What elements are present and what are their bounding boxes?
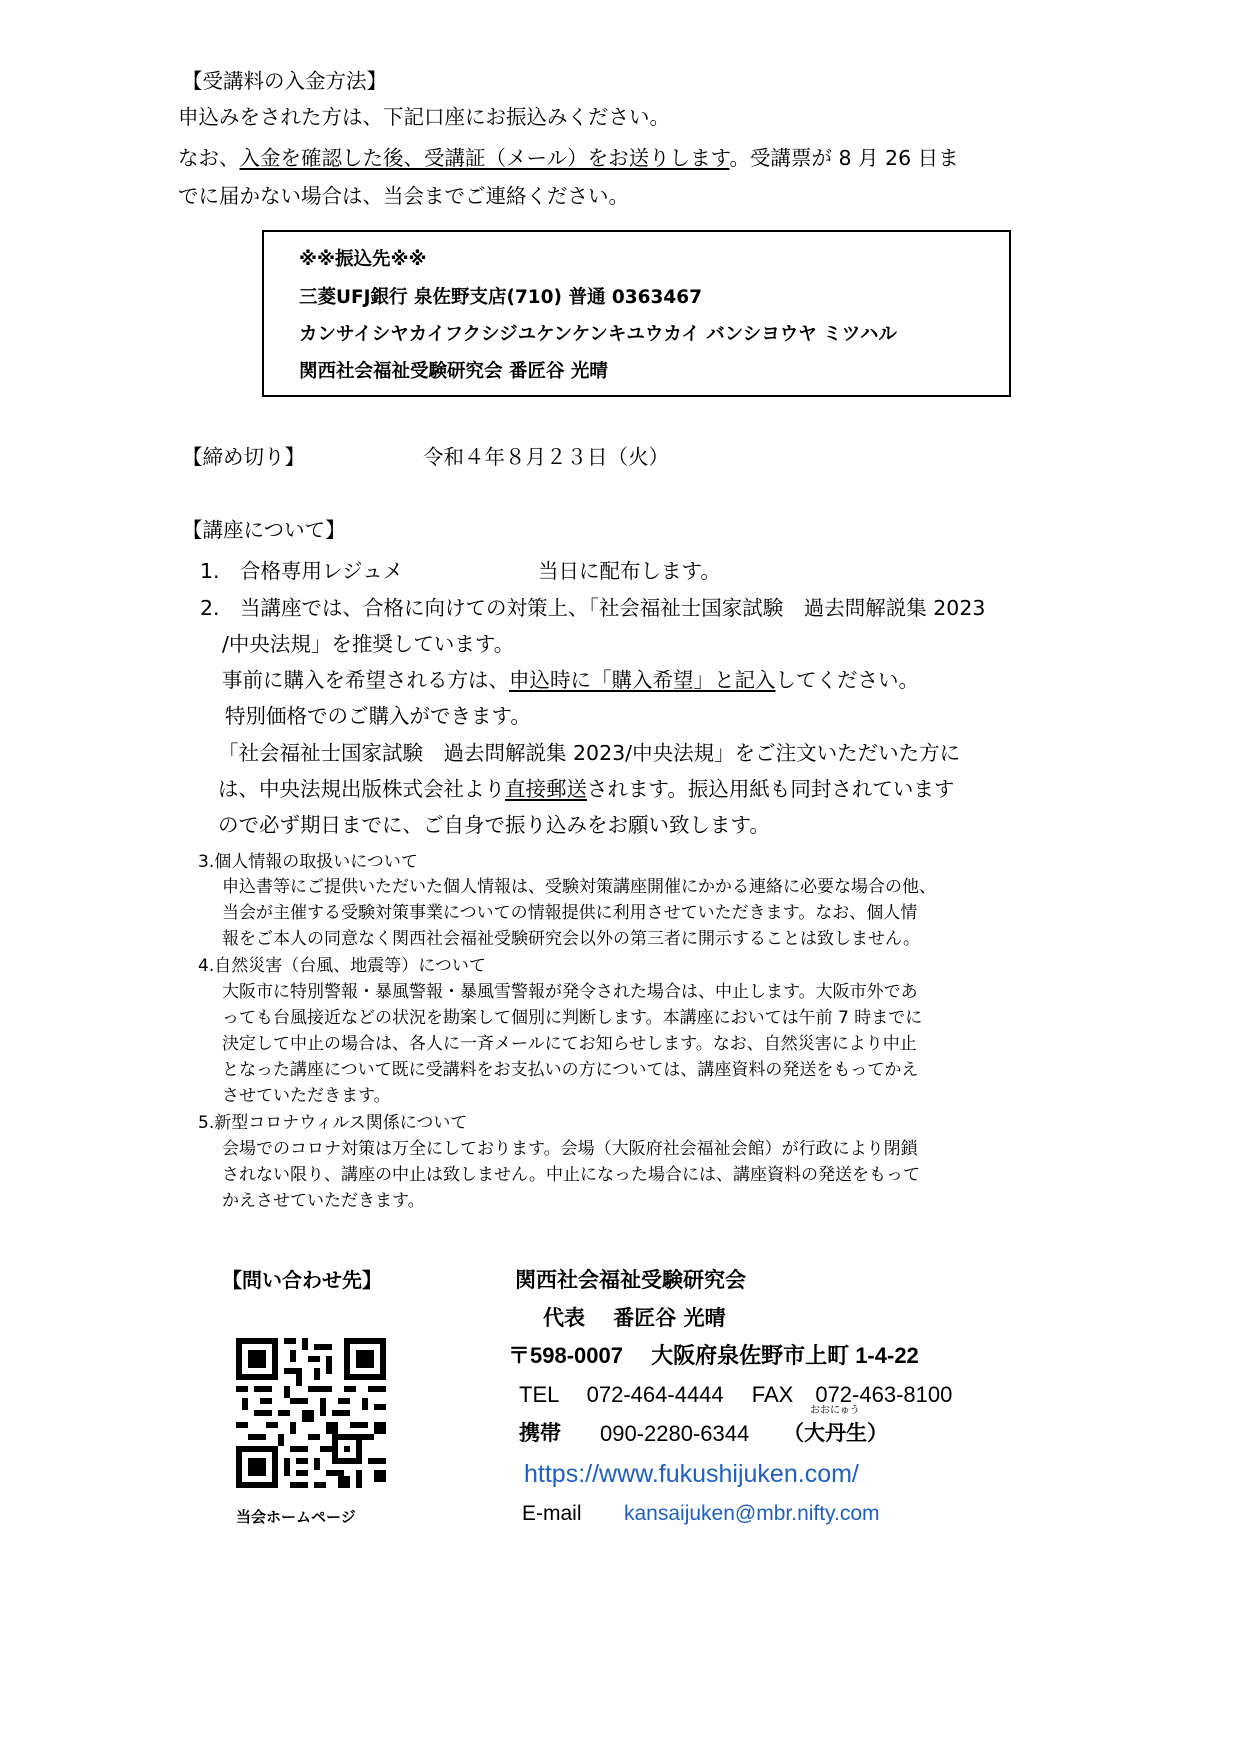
item1-number: 1. [200,559,220,583]
item1-label: 合格専用レジュメ [240,559,404,583]
payment-line-1: 申込みをされた方は、下記口座にお振込みください。 [178,105,670,129]
bank-line-1: 三菱UFJ銀行 泉佐野支店(710) 普通 0363467 [299,287,702,308]
item2-line-4: 特別価格でのご購入ができます。 [225,704,531,728]
payment-line-2-post: 。受講票が 8 月 26 日ま [729,146,959,170]
item5-line: されない限り、講座の中止は致しません。中止になった場合には、講座資料の発送をもって [222,1165,921,1185]
item3-line: 当会が主催する受験対策事業についての情報提供に利用させていただきます。なお、個人情 [222,903,918,923]
item4-line: させていただきます。 [222,1086,391,1106]
homepage-link[interactable]: https://www.fukushijuken.com/ [524,1460,859,1488]
item4-line: となった講座について既に受講料をお支払いの方については、講座資料の発送をもってかえ [222,1060,919,1080]
payment-line-2-underlined: 入金を確認した後、受講証（メール）をお送りします [239,146,730,170]
email-label: E-mail [522,1502,582,1525]
item3-line: 報をご本人の同意なく関西社会福祉受験研究会以外の第三者に開示することは致しません。 [222,929,921,949]
item4-line: 決定して中止の場合は、各人に一斉メールにてお知らせします。なお、自然災害により中止 [222,1034,917,1054]
deadline-label: 【締め切り】 [182,445,305,469]
payment-line-3: でに届かない場合は、当会までご連絡ください。 [178,184,629,208]
contact-mobile-name: （大丹生） [783,1422,888,1445]
item5-line: かえさせていただきます。 [222,1191,425,1211]
item2-line-3 [222,665,919,695]
contact-phone-fax: TEL 072-464-4444 FAX 072-463-8100 [519,1382,953,1407]
item2-line-6-underlined: 直接郵送 [505,777,587,801]
item4-line: っても台風接近などの状況を勘案して個別に判断します。本講座においては午前 7 時までに [222,1008,923,1028]
item2-line-6-post: されます。振込用紙も同封されています [587,777,955,801]
payment-line-2-pre: なお、 [178,146,240,170]
item2-number: 2. [200,596,220,620]
email-link[interactable]: kansaijuken@mbr.nifty.com [624,1502,880,1525]
contact-label: 【問い合わせ先】 [222,1268,382,1292]
item2-line-3-pre: 事前に購入を希望される方は、 [222,668,509,692]
bank-box [262,230,1011,397]
bank-title: ※※振込先※※ [299,249,427,270]
contact-org: 関西社会福祉受験研究会 [515,1268,746,1292]
item4-line: 大阪市に特別警報・暴風警報・暴風雪警報が発令された場合は、中止します。大阪市外であ [222,982,918,1002]
item2-line-6 [218,774,954,804]
item5-title: 5.新型コロナウィルス関係について [198,1113,468,1133]
item2-line-5: 「社会福祉士国家試験 過去問解説集 2023/中央法規」をご注文いただいた方に [218,741,961,765]
item2-line-3-underlined: 申込時に「購入希望」と記入 [509,668,776,692]
payment-line-2 [178,143,959,173]
item2-line-3-post: してください。 [775,668,919,692]
item4-title: 4.自然災害（台風、地震等）について [198,956,486,976]
item3-title: 3.個人情報の取扱いについて [198,852,418,872]
item2-line-7: ので必ず期日までに、ご自身で振り込みをお願い致します。 [218,813,770,837]
payment-heading: 【受講料の入金方法】 [182,69,387,93]
qr-caption: 当会ホームページ [236,1508,356,1526]
bank-line-3: 関西社会福祉受験研究会 番匠谷 光晴 [299,361,608,382]
ruby-annotation: おおにゅう [810,1405,860,1416]
item2-line-2: /中央法規」を推奨しています。 [222,632,515,656]
bank-line-2: カンサイシヤカイフクシジユケンケンキユウカイ バンシヨウヤ ミツハル [299,324,897,345]
item2-line-6-pre: は、中央法規出版株式会社より [218,777,505,801]
item2-line-1: 当講座では、合格に向けての対策上、「社会福祉士国家試験 過去問解説集 2023 [240,596,986,620]
deadline-value: 令和４年８月２３日（火） [423,445,669,469]
item5-line: 会場でのコロナ対策は万全にしております。会場（大阪府社会福祉会館）が行政により閉鎖 [222,1139,918,1159]
item1-value: 当日に配布します。 [538,559,721,583]
contact-mobile-label: 携帯 [519,1422,561,1445]
contact-mobile-number: 090-2280-6344 [600,1421,750,1446]
contact-address: 〒598-0007 大阪府泉佐野市上町 1-4-22 [508,1343,919,1368]
qr-code-image[interactable] [236,1338,386,1488]
contact-representative: 代表 番匠谷 光晴 [543,1306,726,1330]
item3-line: 申込書等にご提供いただいた個人情報は、受験対策講座開催にかかる連絡に必要な場合の他、 [222,877,936,897]
course-heading: 【講座について】 [182,518,346,542]
